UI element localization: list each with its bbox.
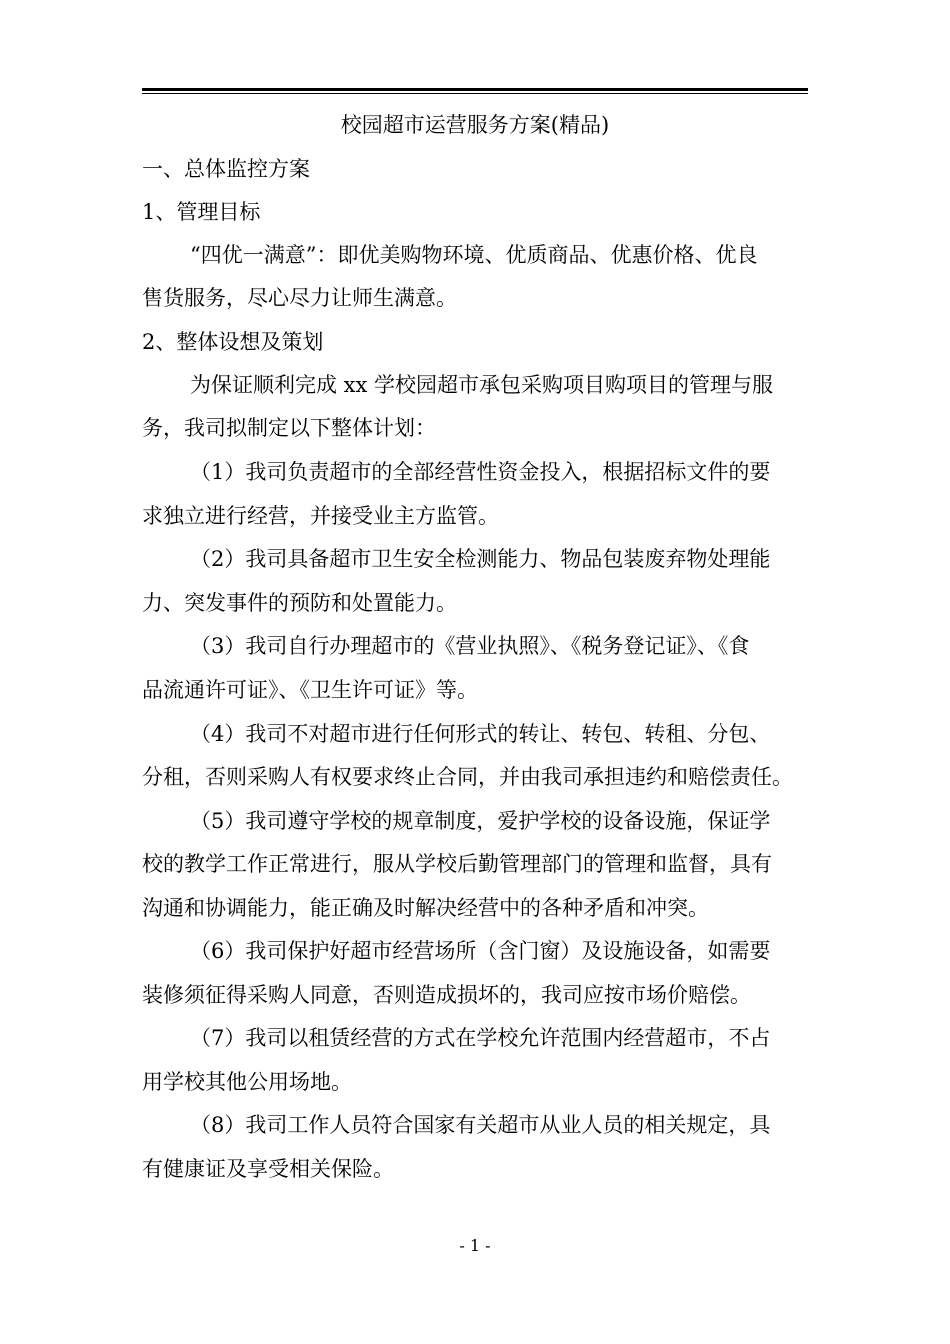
subsection-heading-1: 1、管理目标 xyxy=(142,200,261,224)
item-5-line-1: （5）我司遵守学校的规章制度，爱护学校的设备设施，保证学 xyxy=(190,809,771,833)
item-3-line-2: 品流通许可证》、《卫生许可证》等。 xyxy=(142,678,478,702)
item-5-line-3: 沟通和协调能力，能正确及时解决经营中的各种矛盾和冲突。 xyxy=(142,896,709,920)
item-1-line-1: （1）我司负责超市的全部经营性资金投入，根据招标文件的要 xyxy=(190,460,771,484)
subsection-heading-2: 2、整体设想及策划 xyxy=(142,330,324,354)
item-2-line-2: 力、突发事件的预防和处置能力。 xyxy=(142,591,457,615)
item-4-line-2: 分租，否则采购人有权要求终止合同，并由我司承担违约和赔偿责任。 xyxy=(142,765,793,789)
item-1-line-2: 求独立进行经营，并接受业主方监管。 xyxy=(142,504,499,528)
item-8-line-2: 有健康证及享受相关保险。 xyxy=(142,1157,394,1181)
header-rule-thin xyxy=(142,93,808,94)
item-3-line-1: （3）我司自行办理超市的《营业执照》、《税务登记证》、《食 xyxy=(190,634,750,658)
item-8-line-1: （8）我司工作人员符合国家有关超市从业人员的相关规定，具 xyxy=(190,1113,771,1137)
item-7-line-1: （7）我司以租赁经营的方式在学校允许范围内经营超市，不占 xyxy=(190,1026,771,1050)
goal-line-1: “四优一满意”：即优美购物环境、优质商品、优惠价格、优良 xyxy=(190,243,758,267)
item-7-line-2: 用学校其他公用场地。 xyxy=(142,1070,352,1094)
item-6-line-2: 装修须征得采购人同意，否则造成损坏的，我司应按市场价赔偿。 xyxy=(142,983,751,1007)
header-rule-thick xyxy=(142,88,808,91)
goal-line-2: 售货服务，尽心尽力让师生满意。 xyxy=(142,286,457,310)
item-2-line-1: （2）我司具备超市卫生安全检测能力、物品包装废弃物处理能 xyxy=(190,547,771,571)
intro-line-2: 务，我司拟制定以下整体计划： xyxy=(142,416,436,440)
intro-line-1: 为保证顺利完成 xx 学校园超市承包采购项目购项目的管理与服 xyxy=(190,373,774,397)
item-4-line-1: （4）我司不对超市进行任何形式的转让、转包、转租、分包、 xyxy=(190,722,771,746)
section-heading-1: 一、总体监控方案 xyxy=(142,157,310,181)
page-number: - 1 - xyxy=(459,1236,491,1255)
item-6-line-1: （6）我司保护好超市经营场所（含门窗）及设施设备，如需要 xyxy=(190,939,771,963)
document-title: 校园超市运营服务方案(精品) xyxy=(340,113,610,137)
item-5-line-2: 校的教学工作正常进行，服从学校后勤管理部门的管理和监督，具有 xyxy=(142,852,772,876)
